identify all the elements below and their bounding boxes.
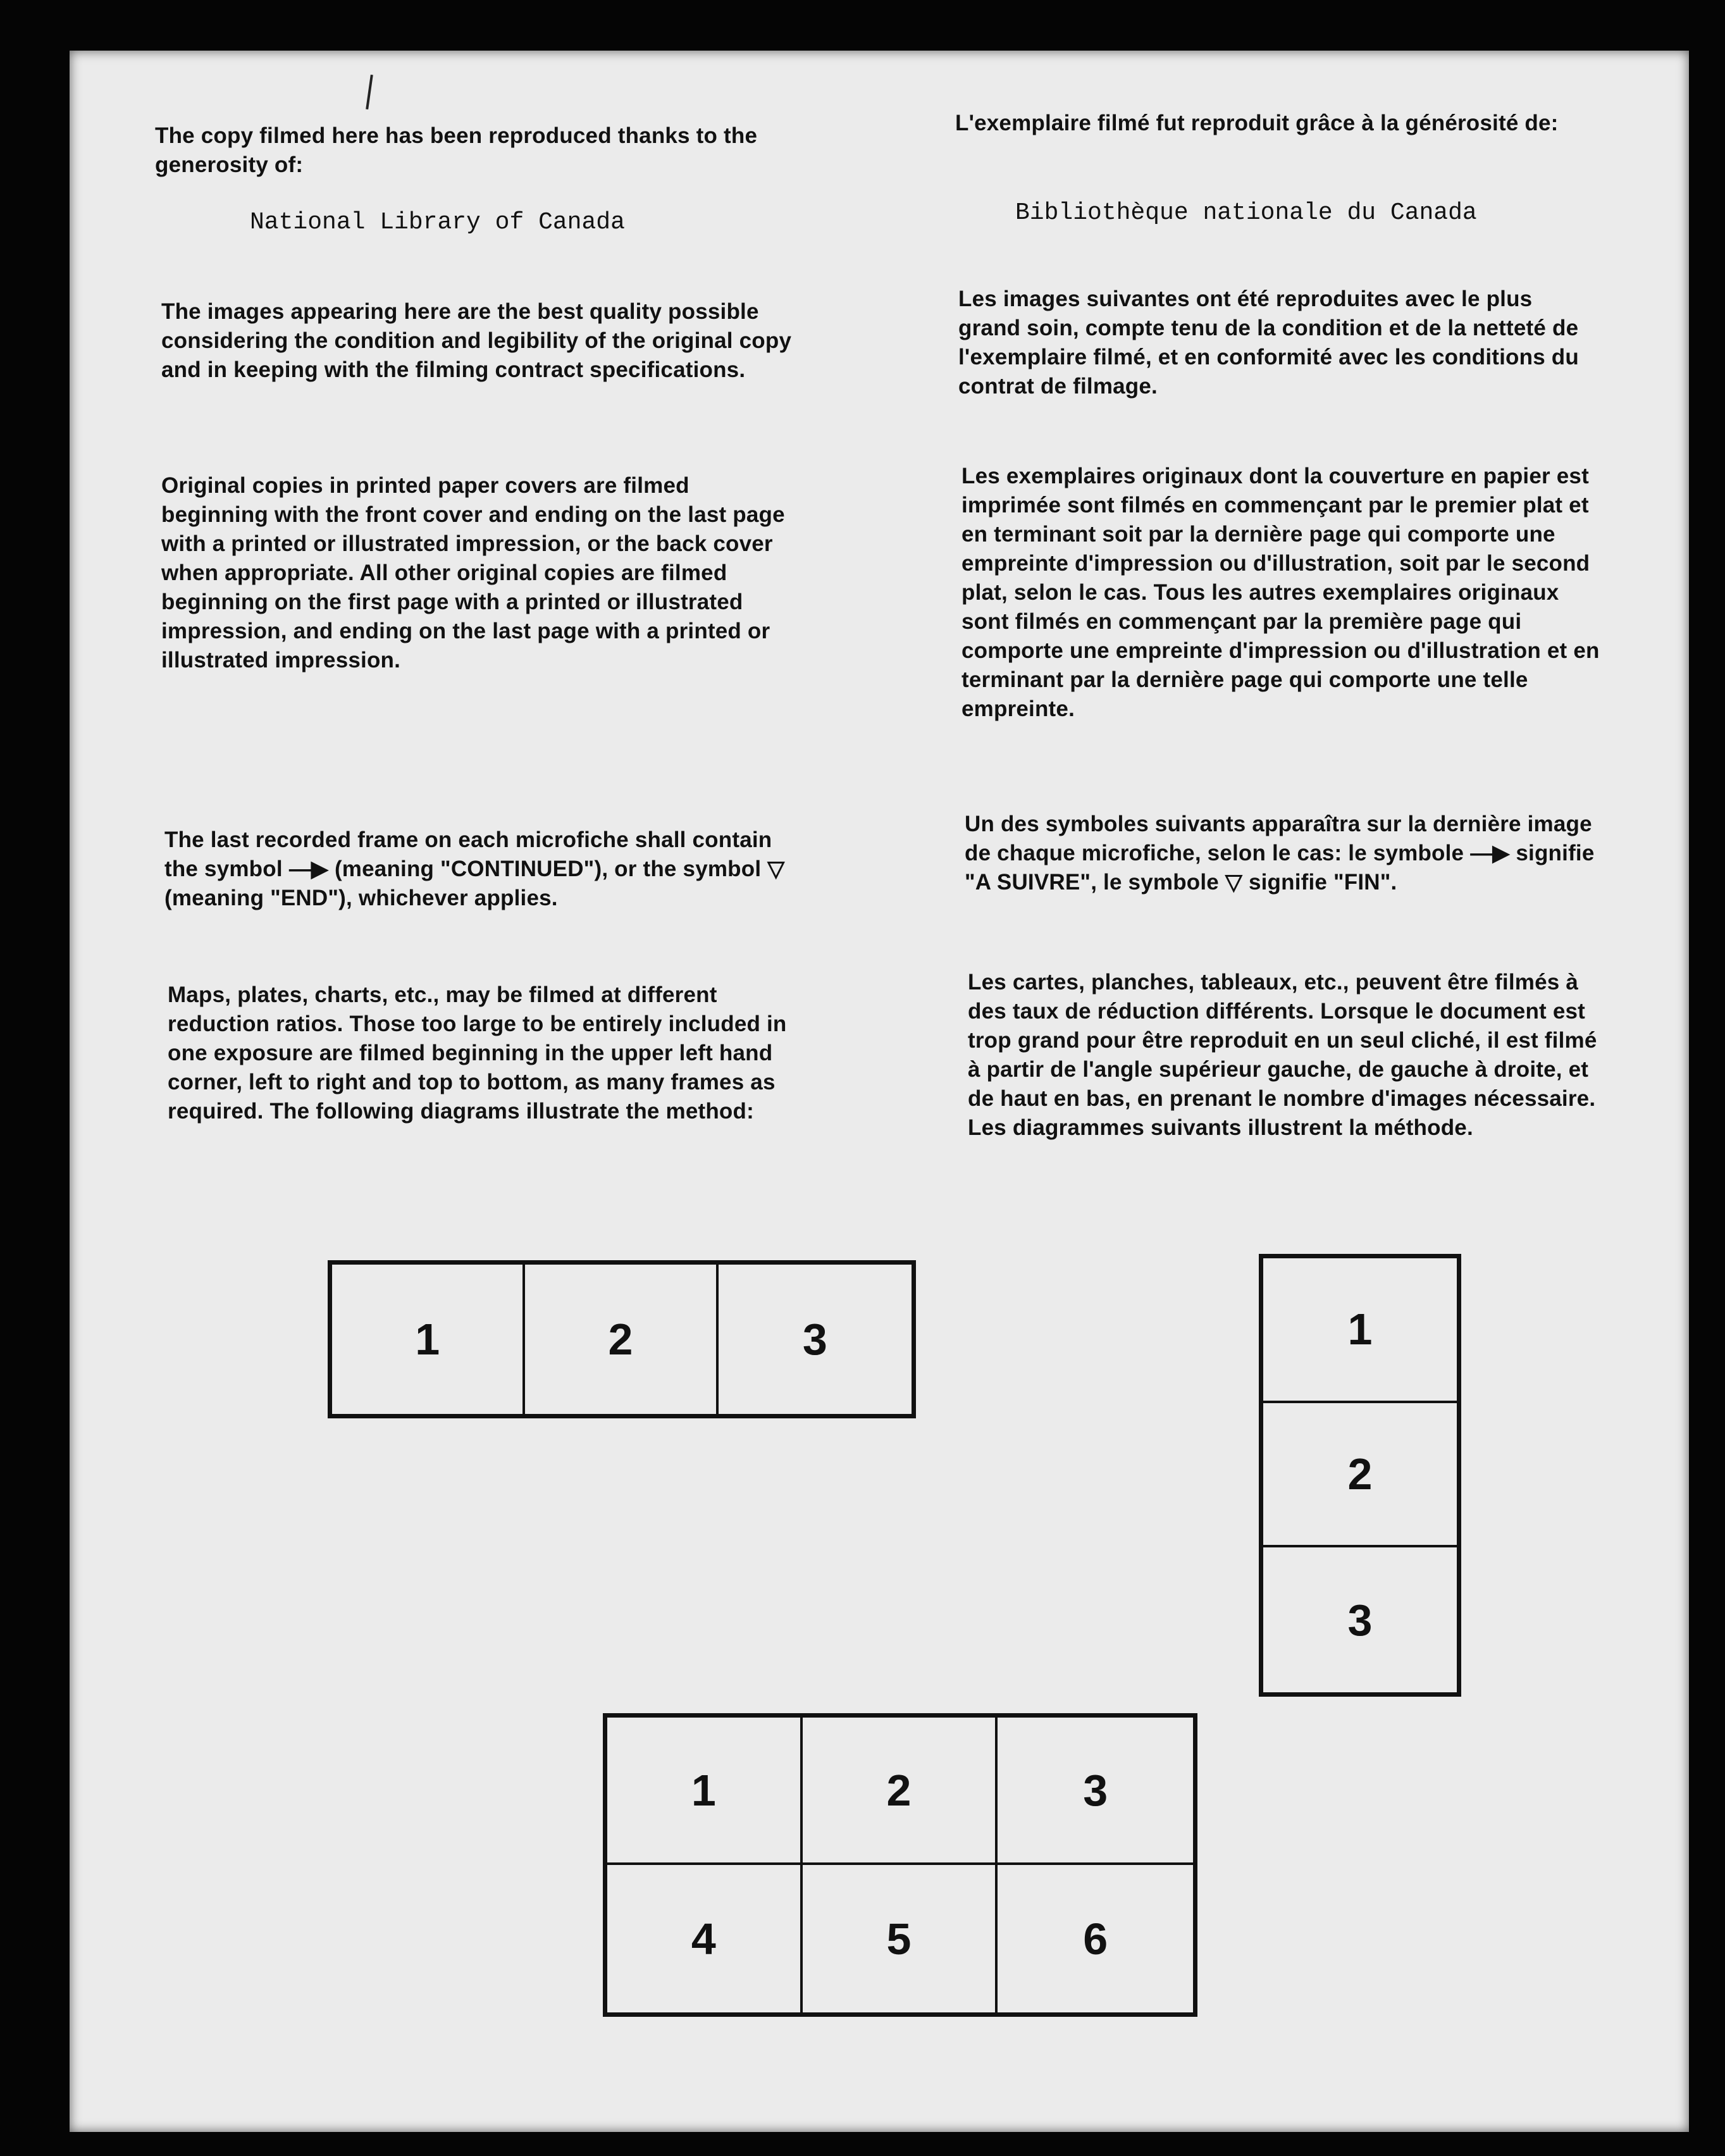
french-quality-text: Les images suivantes ont été reproduites avec le plus grand soin, compte tenu de la condition et de la netteté de l'exemplaire filmé, et en conformité avec les conditions du contrat de filmage.: [958, 287, 1579, 399]
french-thanks-text: L'exemplaire filmé fut reproduit grâce à la générosité de:: [955, 111, 1559, 135]
english-library-name: National Library of Canada: [250, 209, 625, 236]
frame-cell: 1: [332, 1265, 525, 1414]
frame-cell: 5: [803, 1865, 998, 2012]
frame-cell: 6: [1083, 1914, 1108, 1964]
diagram-vertical-frames: [1259, 1254, 1461, 1697]
french-originals-text: Les exemplaires originaux dont la couverture en papier est imprimée sont filmés en commençant par le premier plat et en terminant soit par la dernière page qui comporte une empreinte d'impression ou d'illustration, soit par le second plat, selon le cas. Tous les autres exemplaires originaux sont filmés en commençant par la première page qui comporte une empreinte d'impression ou d'illustration et en terminant par la dernière page qui comporte une telle empreinte.: [961, 464, 1600, 721]
english-quality-text: The images appearing here are the best quality possible considering the condition and legibility of the original copy and in keeping with the filming contract specifications.: [161, 299, 792, 382]
french-symbols-part-3: signifie "FIN".: [1242, 870, 1397, 895]
french-symbols-text: [965, 810, 1604, 897]
french-library-name: Bibliothèque nationale du Canada: [1015, 199, 1477, 226]
frame-cell: 3: [802, 1315, 827, 1364]
frame-cell: 1: [1263, 1258, 1457, 1403]
frame-cell: 1: [607, 1718, 803, 1865]
suivre-arrow-icon: —▶: [1470, 841, 1510, 865]
continued-arrow-icon: —▶: [288, 857, 329, 881]
frame-cell: 3: [1347, 1595, 1373, 1645]
french-symbols-part-2: signifie "A SUIVRE", le symbole: [965, 841, 1595, 895]
frame-cell: 2: [525, 1265, 718, 1414]
english-originals-text: Original copies in printed paper covers are filmed beginning with the front cover and ending on the last page with a printed or illustrated impression, or the back cover when appropriate. All other original copies are filmed beginning on the first page with a printed or illustrated impression, and ending on the last page with a printed or illustrated impression.: [161, 473, 785, 672]
english-thanks-text: The copy filmed here has been reproduced thanks to the generosity of:: [155, 123, 758, 177]
fin-triangle-icon: ▽: [1225, 870, 1243, 895]
english-symbols-text: [164, 826, 803, 913]
diagram-horizontal-frames: [328, 1260, 916, 1418]
french-maps-text: Les cartes, planches, tableaux, etc., peuvent être filmés à des taux de réduction différents. Lorsque le document est trop grand pour être reproduit en un seul cliché, il est filmé à partir de l'angle supérieur gauche, de gauche à droite, et de haut en bas, en prenant le nombre d'images nécessaire. Les diagrammes suivants illustrent la méthode.: [968, 970, 1597, 1140]
document-page: [70, 51, 1689, 2132]
english-maps-text: Maps, plates, charts, etc., may be filmed at different reduction ratios. Those too large to be entirely included in one exposure are filmed beginning in the upper left hand corner, left to right and top to bottom, as many frames as required. The following diagrams illustrate the method:: [168, 982, 787, 1124]
diagram-grid-frames: [603, 1713, 1197, 2017]
end-triangle-icon: ▽: [767, 857, 785, 881]
frame-cell: 2: [1263, 1403, 1457, 1548]
english-symbols-part-1: The last recorded frame on each microfiche shall contain the symbol: [164, 827, 772, 881]
english-symbols-part-2: (meaning "CONTINUED"), or the symbol: [328, 857, 768, 881]
french-symbols-part-1: Un des symboles suivants apparaîtra sur la dernière image de chaque microfiche, selon le cas: le symbole: [965, 812, 1592, 865]
frame-cell: 2: [803, 1718, 998, 1865]
english-symbols-part-3: (meaning "END"), whichever applies.: [164, 886, 558, 910]
frame-cell: 4: [607, 1865, 803, 2012]
frame-cell: 3: [998, 1718, 1193, 1865]
